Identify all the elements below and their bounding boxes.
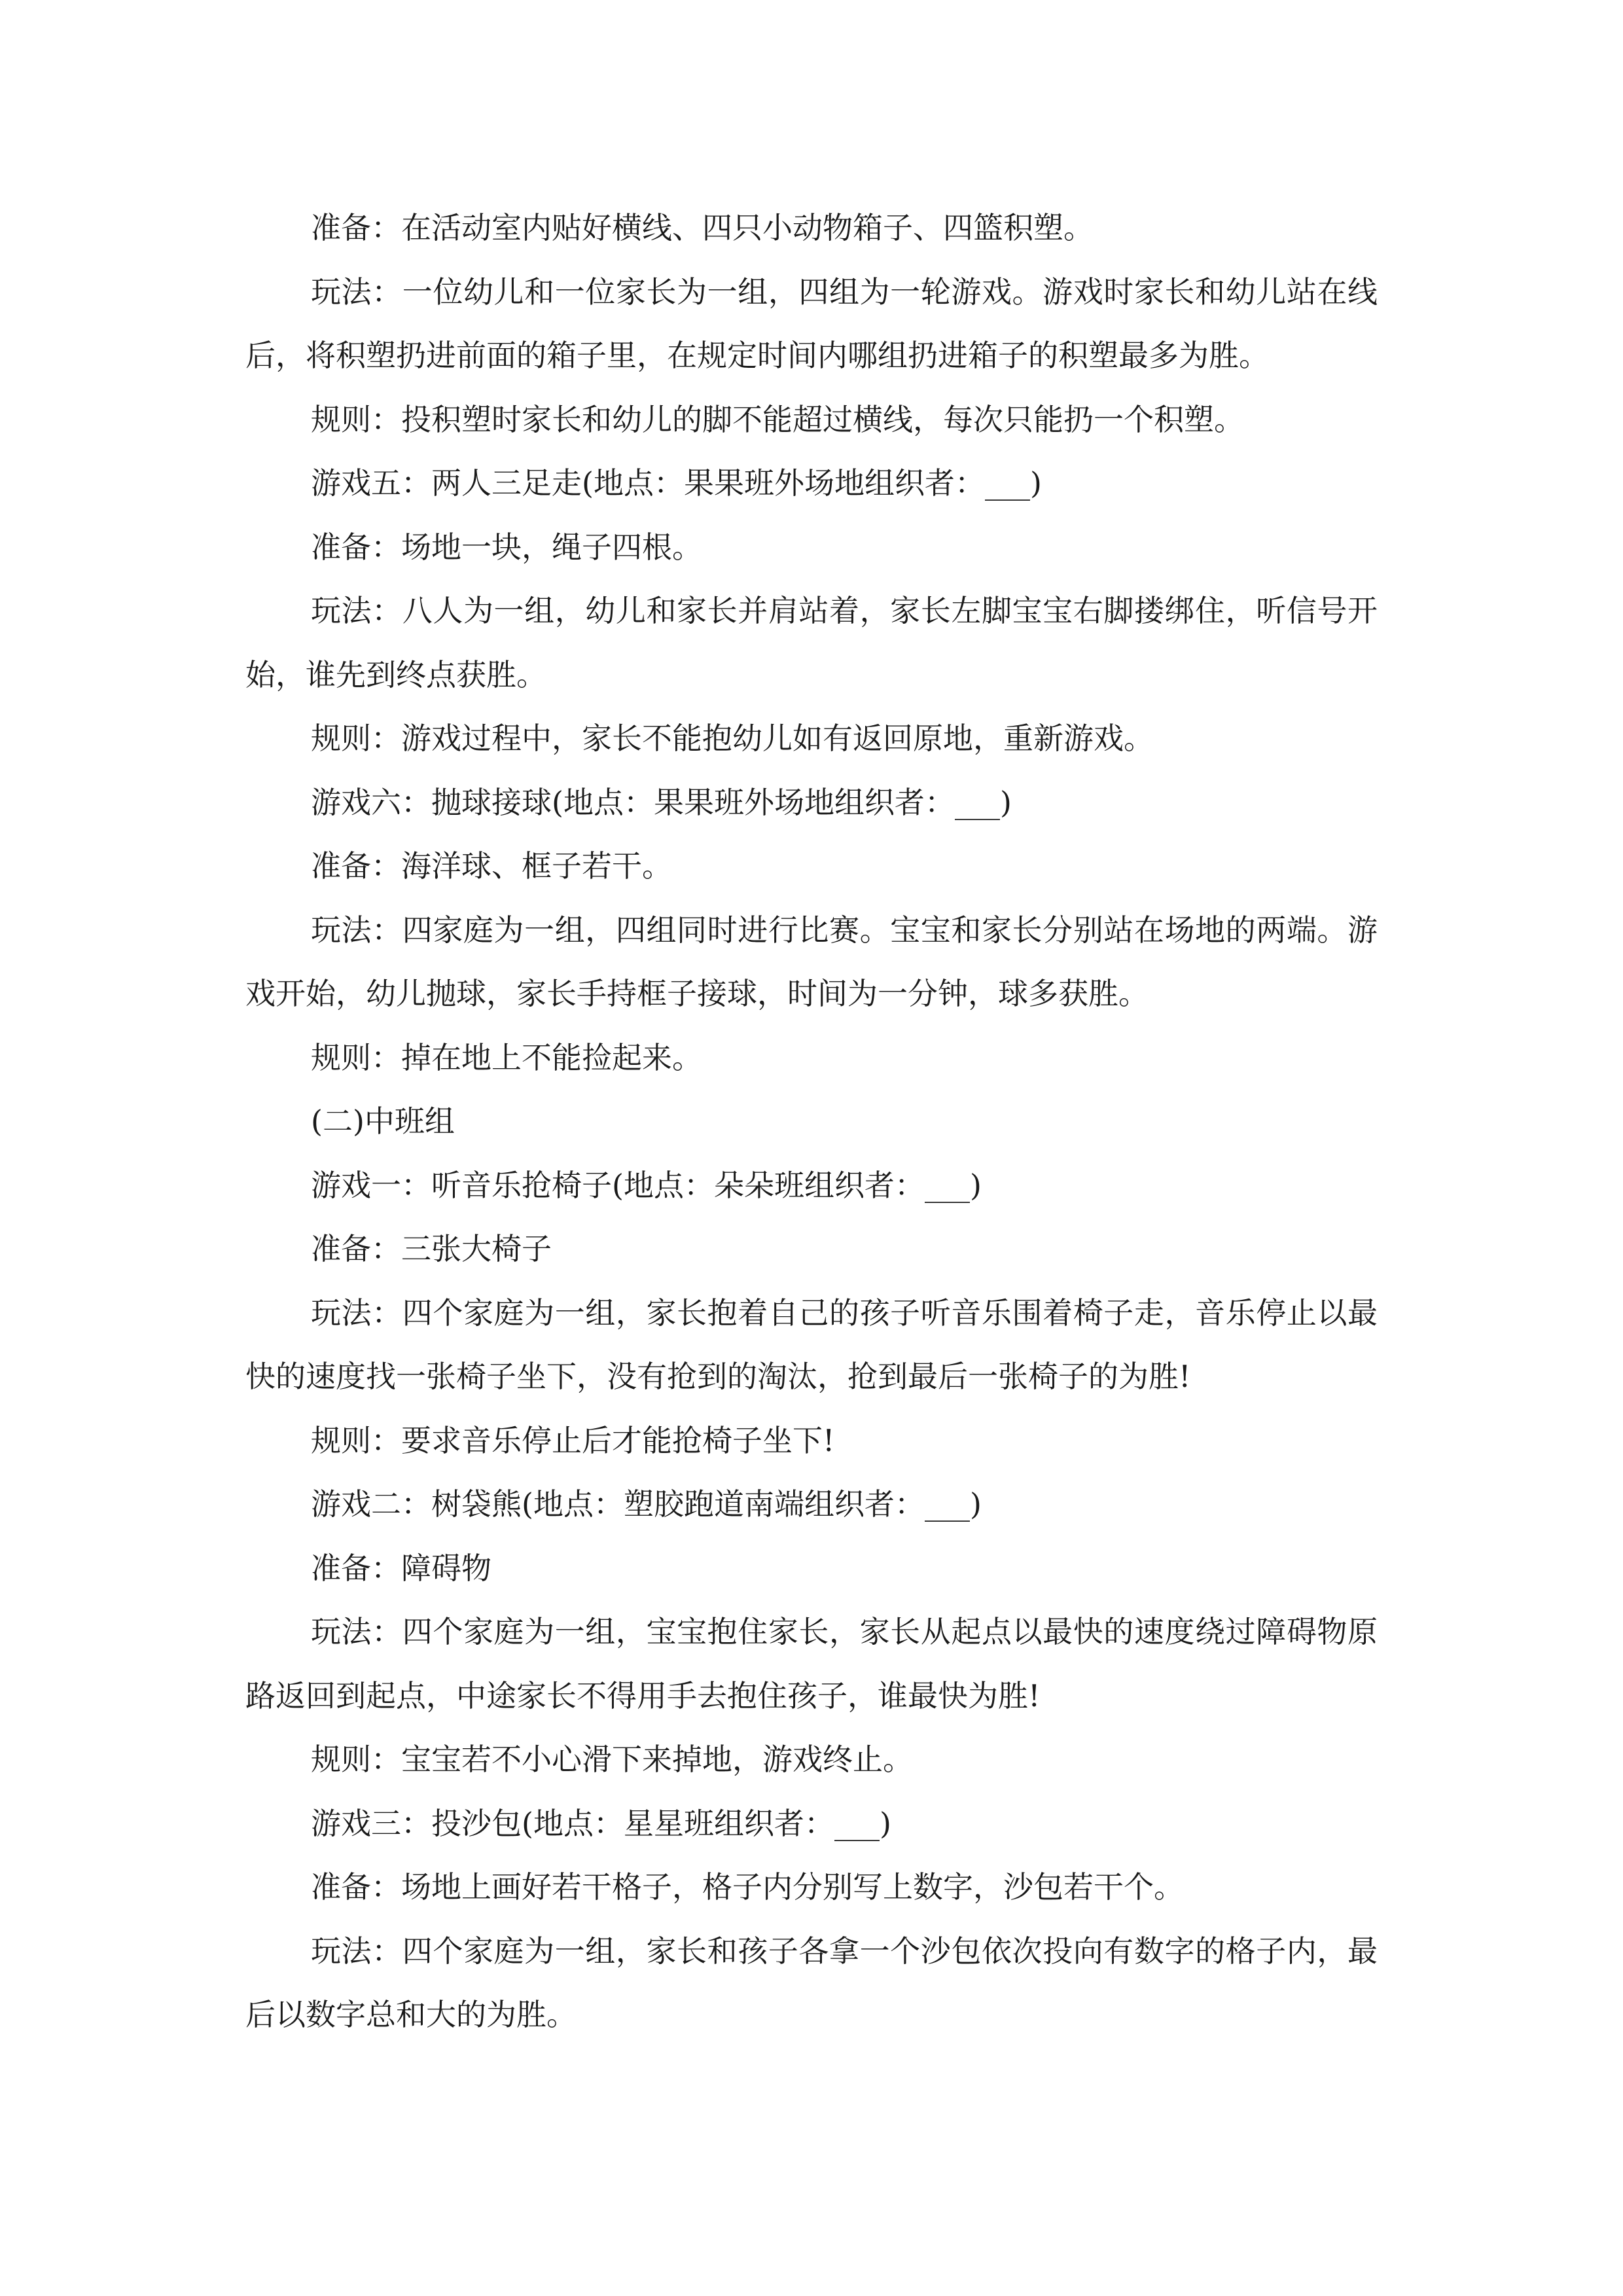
- heading-game-5: 游戏五：两人三足走(地点：果果班外场地组织者：___): [311, 465, 1042, 501]
- paragraph-middle-play-3: 玩法：四个家庭为一组，家长和孩子各拿一个沙包依次投向有数字的格子内，最后以数字总和大的为胜。: [245, 1933, 1378, 2032]
- heading-middle-game-3: 游戏三：投沙包(地点：星星班组织者：___): [311, 1805, 891, 1841]
- document-page: [245, 196, 1378, 2047]
- paragraph-prep-1: 准备：在活动室内贴好横线、四只小动物箱子、四篮积塑。: [311, 210, 1094, 245]
- paragraph-middle-rule-2: 规则：宝宝若不小心滑下来掉地，游戏终止。: [311, 1742, 913, 1777]
- paragraph-middle-rule-1: 规则：要求音乐停止后才能抢椅子坐下!: [311, 1422, 835, 1458]
- paragraph-middle-prep-1: 准备：三张大椅子: [311, 1231, 552, 1266]
- paragraph-middle-prep-3: 准备：场地上画好若干格子，格子内分别写上数字，沙包若干个。: [311, 1869, 1184, 1905]
- paragraph-play-5: 玩法：八人为一组，幼儿和家长并肩站着，家长左脚宝宝右脚搂绑住，听信号开始，谁先到终点获胜。: [245, 593, 1378, 692]
- paragraph-prep-6: 准备：海洋球、框子若干。: [311, 848, 672, 884]
- heading-game-6: 游戏六：抛球接球(地点：果果班外场地组织者：___): [311, 784, 1012, 820]
- heading-middle-game-1: 游戏一：听音乐抢椅子(地点：朵朵班组织者：___): [311, 1167, 982, 1203]
- paragraph-prep-5: 准备：场地一块，绳子四根。: [311, 529, 702, 565]
- paragraph-rule-1: 规则：投积塑时家长和幼儿的脚不能超过横线，每次只能扔一个积塑。: [311, 401, 1244, 437]
- paragraph-middle-prep-2: 准备：障碍物: [311, 1550, 491, 1586]
- paragraph-middle-play-1: 玩法：四个家庭为一组，家长抱着自己的孩子听音乐围着椅子走，音乐停止以最快的速度找一张椅子坐下，没有抢到的淘汰，抢到最后一张椅子的为胜!: [245, 1295, 1378, 1394]
- paragraph-rule-5: 规则：游戏过程中，家长不能抱幼儿如有返回原地，重新游戏。: [311, 721, 1154, 756]
- paragraph-middle-play-2: 玩法：四个家庭为一组，宝宝抱住家长，家长从起点以最快的速度绕过障碍物原路返回到起点，中途家长不得用手去抱住孩子，谁最快为胜!: [245, 1614, 1378, 1713]
- paragraph-rule-6: 规则：掉在地上不能捡起来。: [311, 1039, 702, 1075]
- heading-middle-game-2: 游戏二：树袋熊(地点：塑胶跑道南端组织者：___): [311, 1486, 982, 1522]
- paragraph-play-6: 玩法：四家庭为一组，四组同时进行比赛。宝宝和家长分别站在场地的两端。游戏开始，幼儿抛球，家长手持框子接球，时间为一分钟，球多获胜。: [245, 912, 1378, 1011]
- paragraph-play-1: 玩法：一位幼儿和一位家长为一组，四组为一轮游戏。游戏时家长和幼儿站在线后，将积塑扔进前面的箱子里，在规定时间内哪组扔进箱子的积塑最多为胜。: [245, 274, 1378, 373]
- section-heading-middle-class: (二)中班组: [311, 1103, 455, 1139]
